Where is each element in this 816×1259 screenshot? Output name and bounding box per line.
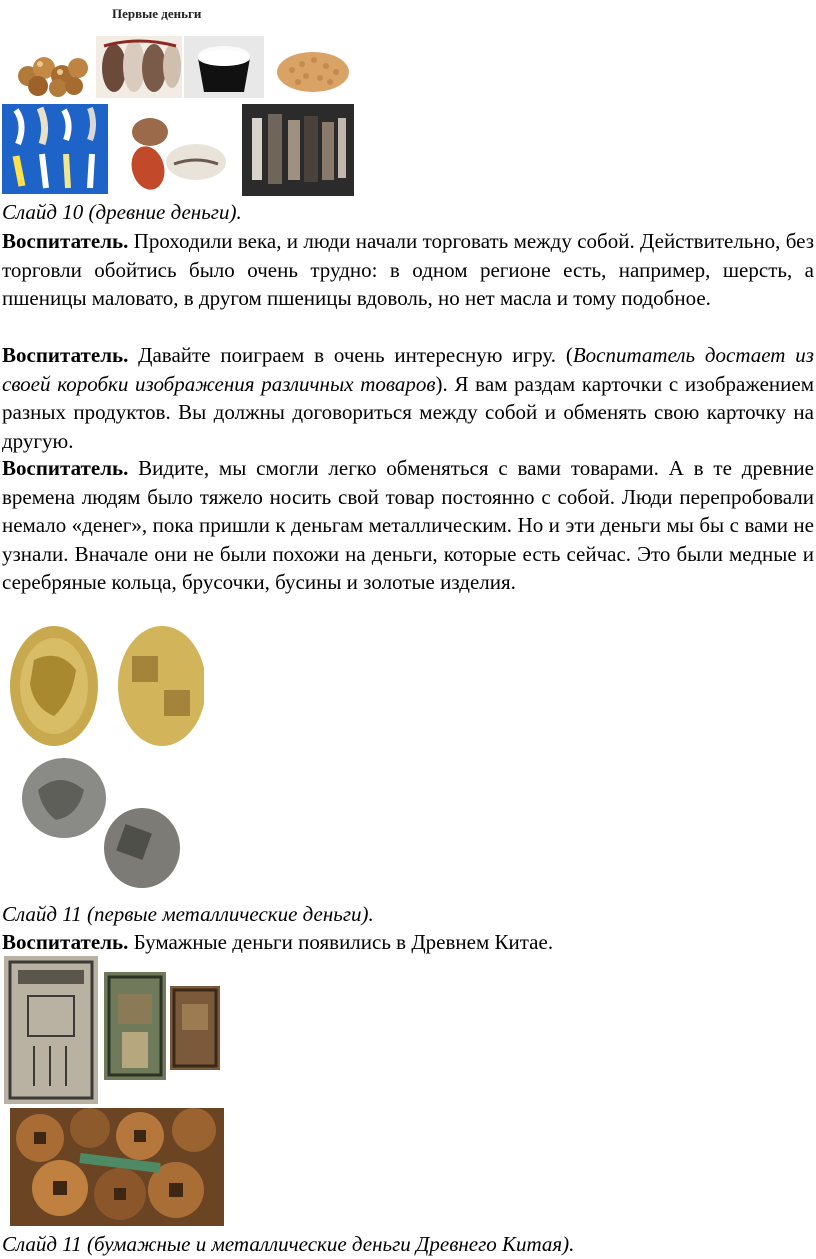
speaker-label: Воспитатель. (2, 229, 129, 253)
paper-note-1-image (4, 956, 98, 1104)
speaker-label: Воспитатель. (2, 456, 129, 480)
paragraph-text: Проходили века, и люди начали торговать между собой. Действительно, без торговли обойтись было очень трудно: в одном регионе есть, например, шерсть, а пшеницы маловато, в другом пшеницы вдоволь, но нет масла и тому подобное. (2, 229, 814, 310)
stage-direction: Воспитатель достает из своей коробки изображения различных товаров (2, 343, 814, 396)
speaker-label: Воспитатель. (2, 343, 129, 367)
hides-image (242, 104, 354, 196)
feathers-image (2, 104, 108, 194)
paragraph-game (2, 341, 814, 455)
speaker-label: Воспитатель. (2, 930, 129, 954)
slide10-caption: Слайд 10 (древние деньги). (2, 200, 242, 224)
furs-image (96, 36, 182, 98)
paragraph-text: Видите, мы смогли легко обменяться с вами товарами. А в те древние времена людям было тяжело носить свой товар постоянно с собой. Люди перепробовали немало «денег», пока пришли к деньгам металлическим. Но и эти деньги мы бы с вами не узнали. Вначале они не были похожи на деньги, которые есть сейчас. Это были медные и серебряные кольца, брусочки, бусины и золотые изделия. (2, 456, 814, 594)
paragraph-text: Давайте поиграем в очень интересную игру. ( (128, 343, 573, 367)
paragraph-trade (2, 227, 814, 313)
paragraph-exchange (2, 454, 814, 597)
slide11a-caption: Слайд 11 (первые металлические деньги). (2, 902, 374, 926)
slide11b-caption: Слайд 11 (бумажные и металлические деньги Древнего Китая). (2, 1232, 575, 1256)
paragraph-text: Бумажные деньги появились в Древнем Китае. (128, 930, 554, 954)
metal-coins-image (4, 620, 204, 892)
salt-image (184, 36, 264, 98)
nuts-image (10, 38, 96, 98)
slide10-title: Первые деньги (112, 6, 202, 21)
paragraph-paper-money (2, 928, 814, 957)
grain-image (272, 40, 354, 96)
shells-image (118, 106, 230, 196)
chinese-coins-image (10, 1108, 224, 1226)
paper-note-2-image (104, 972, 166, 1080)
paragraph-text-cont: ). Я вам раздам карточки с изображением разных продуктов. Вы должны договориться между собой и обменять свою карточку на другую. (2, 371, 814, 453)
paper-note-3-image (170, 986, 220, 1070)
